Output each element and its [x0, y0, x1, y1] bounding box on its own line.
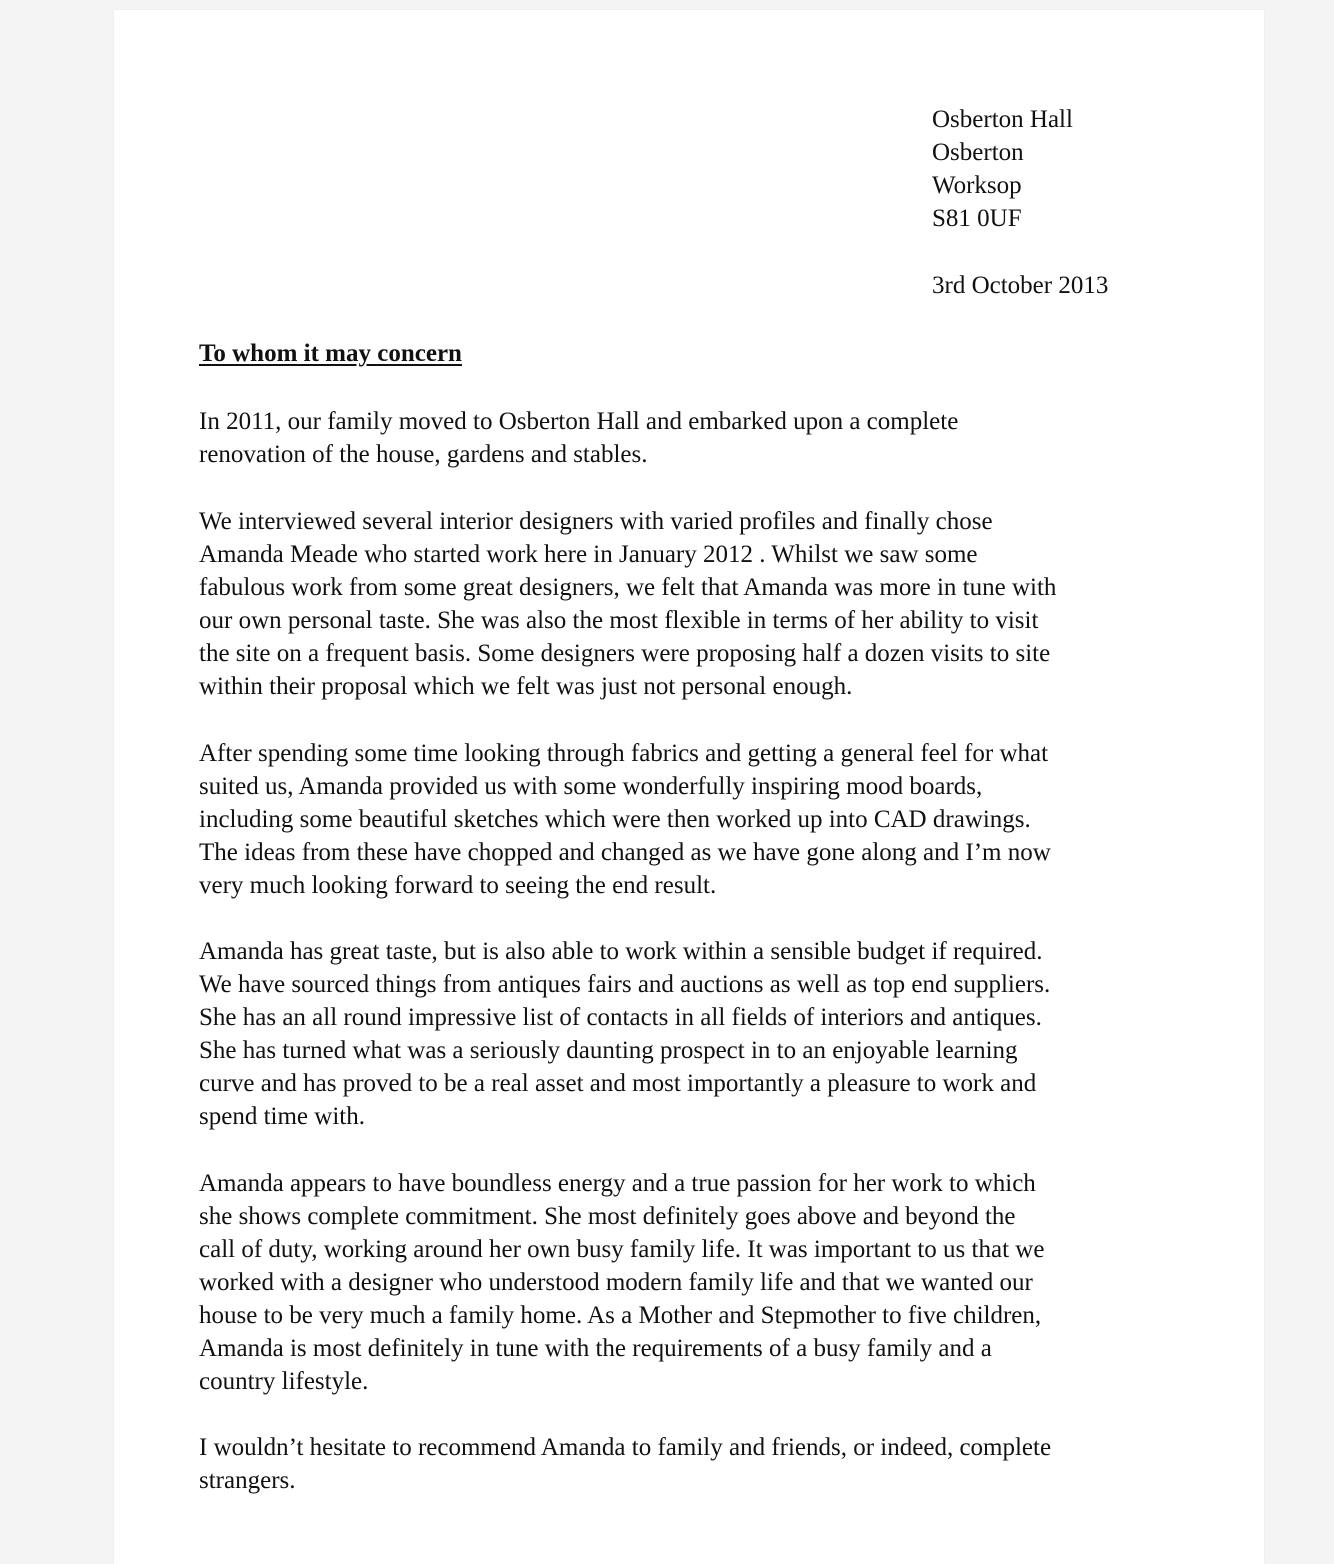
- address-line: Worksop: [932, 172, 1022, 199]
- paragraph-line: renovation of the house, gardens and stables.: [199, 441, 648, 468]
- paragraph-line: In 2011, our family moved to Osberton Hall and embarked upon a complete: [199, 408, 959, 435]
- paragraph-line: curve and has proved to be a real asset and most importantly a pleasure to work and: [199, 1070, 1037, 1097]
- paragraph-line: We interviewed several interior designers with varied profiles and finally chose: [199, 508, 993, 535]
- paragraph-1: [199, 405, 1199, 471]
- paragraph-line: I wouldn’t hesitate to recommend Amanda to family and friends, or indeed, complete: [199, 1434, 1052, 1461]
- paragraph-line: our own personal taste. She was also the most flexible in terms of her ability to visit: [199, 607, 1039, 634]
- paragraph-line: within their proposal which we felt was just not personal enough.: [199, 673, 853, 700]
- paragraph-line: worked with a designer who understood modern family life and that we wanted our: [199, 1269, 1033, 1296]
- paragraph-line: Amanda Meade who started work here in January 2012 . Whilst we saw some: [199, 541, 978, 568]
- sender-address: [932, 103, 1073, 235]
- paragraph-2: [199, 505, 1199, 703]
- paragraph-5: [199, 1167, 1199, 1398]
- paragraph-line: Amanda is most definitely in tune with the requirements of a busy family and a: [199, 1335, 992, 1362]
- paragraph-line: call of duty, working around her own busy family life. It was important to us that we: [199, 1236, 1045, 1263]
- paragraph-line: She has an all round impressive list of contacts in all fields of interiors and antiques.: [199, 1004, 1042, 1031]
- paragraph-line: fabulous work from some great designers, we felt that Amanda was more in tune with: [199, 574, 1057, 601]
- paragraph-line: including some beautiful sketches which were then worked up into CAD drawings.: [199, 806, 1031, 833]
- paragraph-line: spend time with.: [199, 1103, 365, 1130]
- paragraph-6: [199, 1431, 1199, 1497]
- paragraph-line: We have sourced things from antiques fairs and auctions as well as top end suppliers.: [199, 971, 1051, 998]
- address-line: Osberton Hall: [932, 106, 1073, 133]
- paragraph-line: strangers.: [199, 1467, 296, 1494]
- paragraph-4: [199, 935, 1199, 1133]
- paragraph-line: She has turned what was a seriously daunting prospect in to an enjoyable learning: [199, 1037, 1018, 1064]
- paragraph-line: the site on a frequent basis. Some designers were proposing half a dozen visits to site: [199, 640, 1051, 667]
- paragraph-line: she shows complete commitment. She most definitely goes above and beyond the: [199, 1203, 1016, 1230]
- paragraph-line: Amanda appears to have boundless energy and a true passion for her work to which: [199, 1170, 1036, 1197]
- paragraph-line: After spending some time looking through fabrics and getting a general feel for what: [199, 740, 1049, 767]
- address-line: Osberton: [932, 139, 1024, 166]
- paragraph-line: house to be very much a family home. As a Mother and Stepmother to five children,: [199, 1302, 1042, 1329]
- paragraph-3: [199, 737, 1199, 902]
- paragraph-line: very much looking forward to seeing the end result.: [199, 872, 717, 899]
- letter-date: 3rd October 2013: [932, 272, 1109, 299]
- paragraph-line: The ideas from these have chopped and changed as we have gone along and I’m now: [199, 839, 1051, 866]
- paragraph-line: country lifestyle.: [199, 1368, 369, 1395]
- address-line: S81 0UF: [932, 205, 1022, 232]
- paragraph-line: suited us, Amanda provided us with some wonderfully inspiring mood boards,: [199, 773, 983, 800]
- salutation-heading: To whom it may concern: [199, 340, 462, 367]
- paragraph-line: Amanda has great taste, but is also able to work within a sensible budget if required.: [199, 938, 1043, 965]
